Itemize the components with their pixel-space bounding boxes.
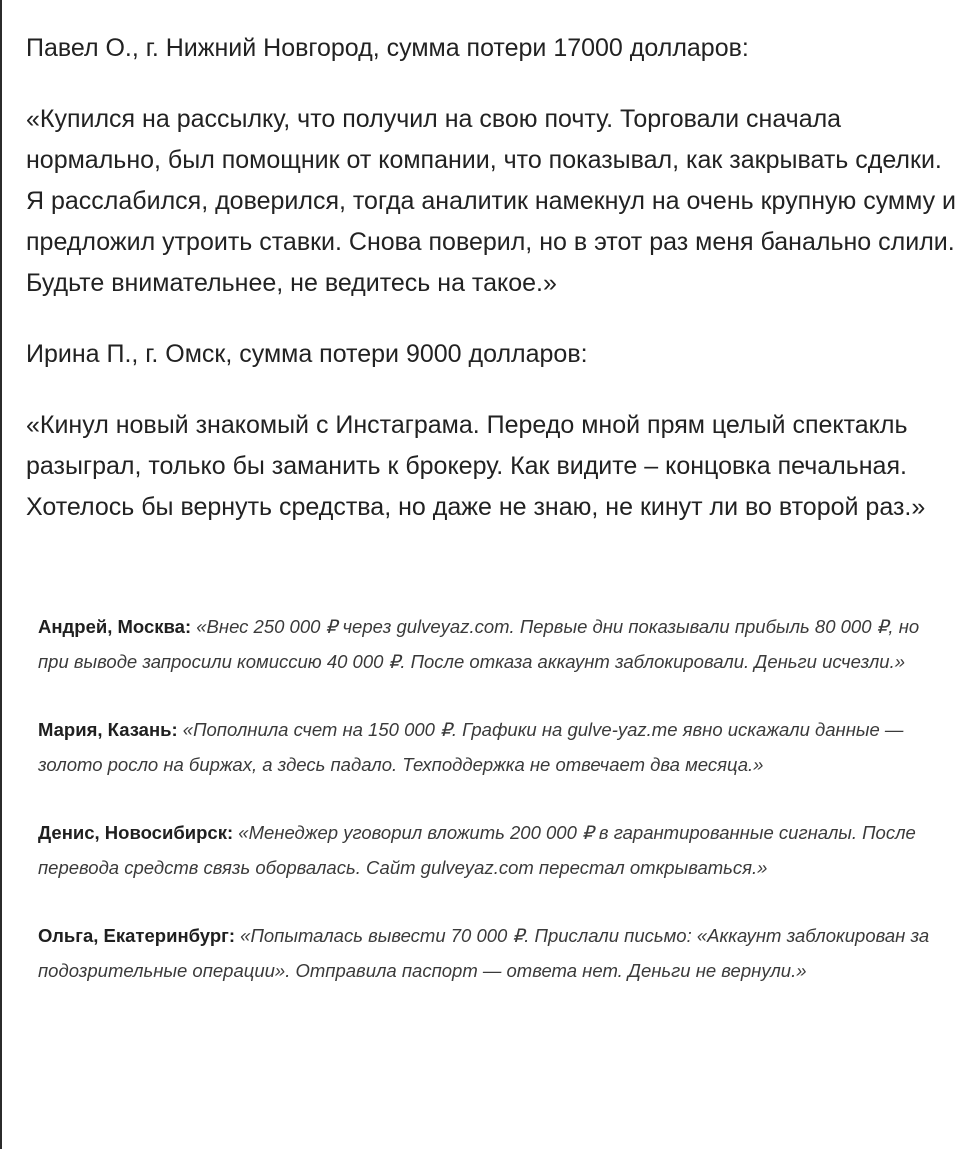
story-1-header: Павел О., г. Нижний Новгород, сумма потери 17000 долларов:	[26, 34, 749, 62]
review-author: Андрей, Москва:	[38, 616, 192, 637]
reviews-list	[38, 610, 943, 1022]
story-2-quote: «Кинул новый знакомый с Инстаграма. Передо мной прям целый спектакль разыграл, только бы заманить к брокеру. Как видите – концовка печальная. Хотелось бы вернуть средства, но даже не знаю, не кинут ли во второй раз.»	[26, 411, 926, 521]
review-quote: «Внес 250 000 ₽ через gulveyaz.com. Первые дни показывали прибыль 80 000 ₽, но при выводе запросили комиссию 40 000 ₽. После отказа аккаунт заблокировали. Деньги исчезли.»	[38, 616, 920, 672]
review-author: Мария, Казань:	[38, 719, 178, 740]
review-quote: «Попыталась вывести 70 000 ₽. Прислали письмо: «Аккаунт заблокирован за подозрительные операции». Отправила паспорт — ответа нет. Деньги не вернули.»	[38, 925, 930, 981]
story-2-header: Ирина П., г. Омск, сумма потери 9000 долларов:	[26, 340, 588, 368]
review-item	[38, 713, 943, 782]
review-item	[38, 816, 943, 885]
review-author: Ольга, Екатеринбург:	[38, 925, 236, 946]
review-item	[38, 610, 943, 679]
review-quote: «Пополнила счет на 150 000 ₽. Графики на gulve-yaz.me явно искажали данные — золото росло на биржах, а здесь падало. Техподдержка не отвечает два месяца.»	[38, 719, 904, 775]
testimonials-section	[26, 28, 956, 528]
story-1-quote: «Купился на рассылку, что получил на свою почту. Торговали сначала нормально, был помощник от компании, что показывал, как закрывать сделки. Я расслабился, доверился, тогда аналитик намекнул на очень крупную сумму и предложил утроить ставки. Снова поверил, но в этот раз меня банально слили. Будьте внимательнее, не ведитесь на такое.»	[26, 105, 956, 297]
review-item	[38, 919, 943, 988]
left-border	[0, 0, 2, 1149]
review-quote: «Менеджер уговорил вложить 200 000 ₽ в гарантированные сигналы. После перевода средств связь оборвалась. Сайт gulveyaz.com перестал открываться.»	[38, 822, 916, 878]
review-author: Денис, Новосибирск:	[38, 822, 234, 843]
